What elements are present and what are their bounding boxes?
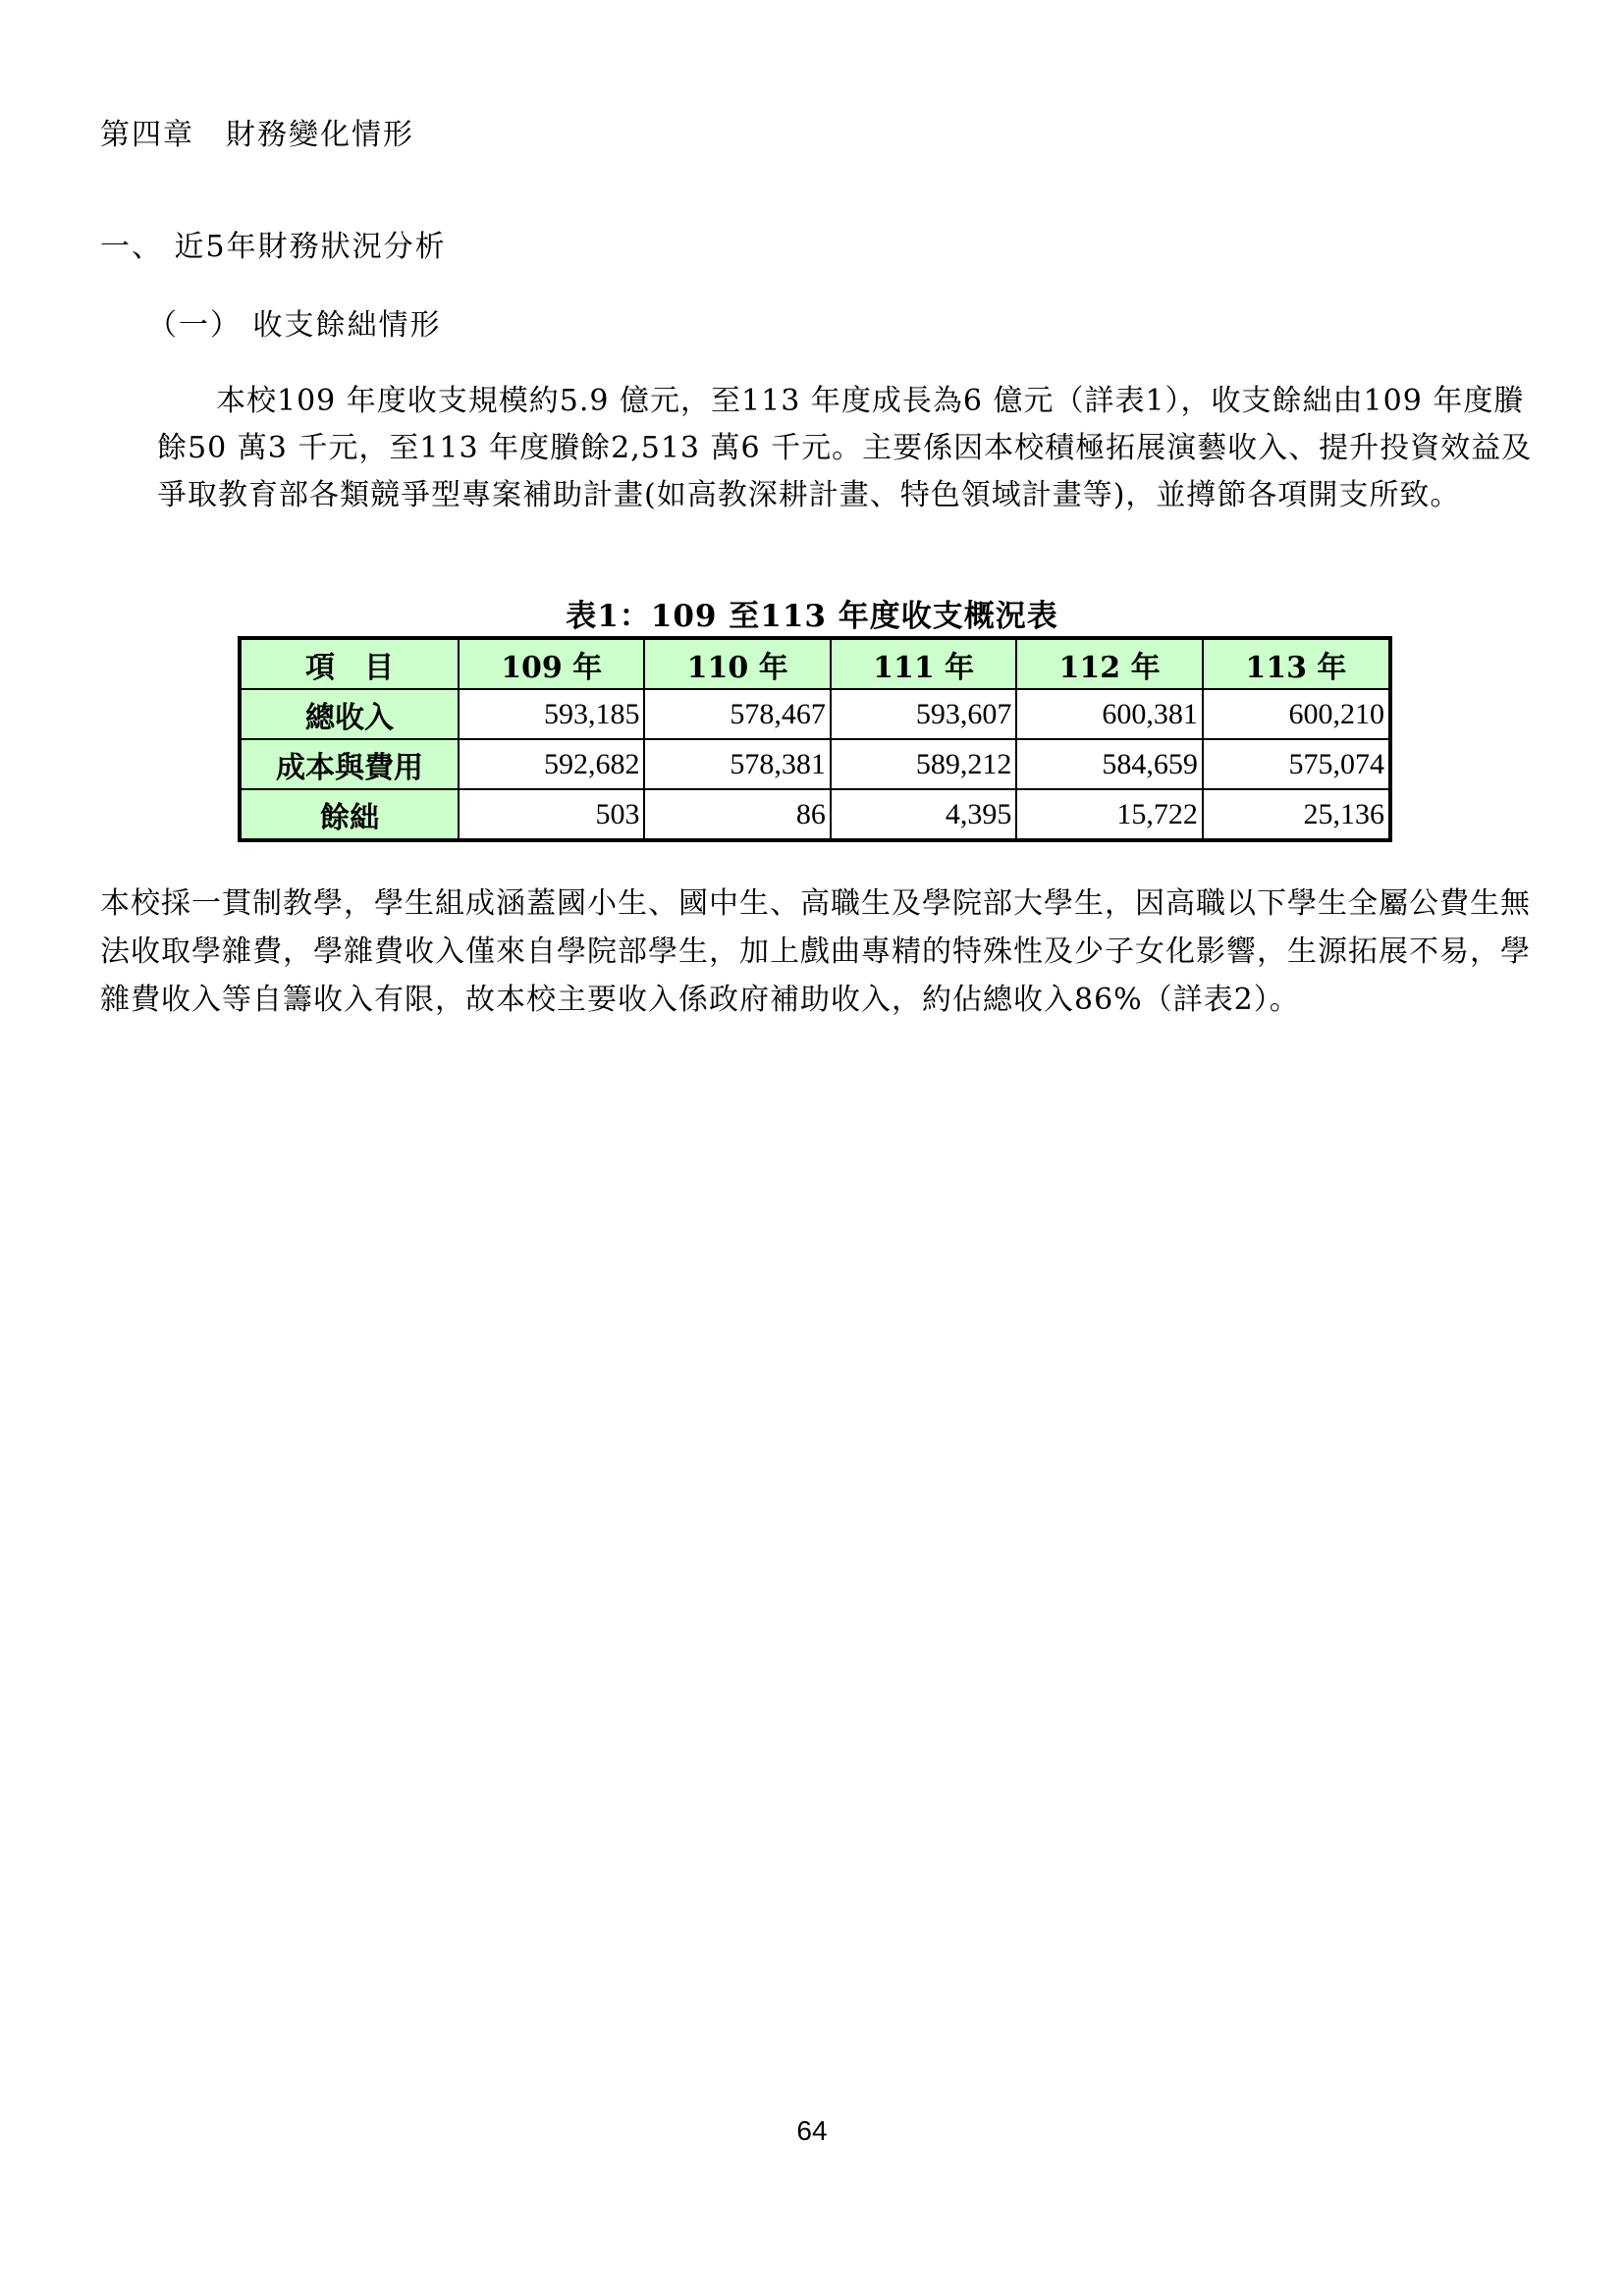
- table-cell: 600,381: [1016, 689, 1202, 739]
- table-caption: 表1：109 至113 年度收支概況表: [566, 599, 1058, 634]
- header-year-112: 112 年: [1016, 638, 1202, 689]
- table-row-cost-expense: [240, 739, 1390, 789]
- page-number: 64: [796, 2115, 828, 2146]
- header-year-111: 111 年: [831, 638, 1016, 689]
- table-cell: 578,381: [644, 739, 830, 789]
- table-cell: 15,722: [1016, 789, 1202, 840]
- section-heading: 一、 近5年財務狀況分析: [100, 230, 447, 264]
- subsection-heading: （一） 收支餘絀情形: [147, 308, 442, 343]
- table-cell: 584,659: [1016, 739, 1202, 789]
- table-header-row: [240, 638, 1390, 689]
- row-label: 總收入: [240, 689, 459, 739]
- header-item: 項 目: [240, 638, 459, 689]
- finance-table: [238, 636, 1392, 842]
- header-year-109: 109 年: [459, 638, 644, 689]
- paragraph-1: [157, 378, 1551, 519]
- table-cell: 600,210: [1203, 689, 1390, 739]
- table-row-total-revenue: [240, 689, 1390, 739]
- paragraph-1-text: 本校109 年度收支規模約5.9 億元，至113 年度成長為6 億元（詳表1），收支餘絀由109 年度賸餘50 萬3 千元，至113 年度賸餘2,513 萬6 千元。主要係因本校積極拓展演藝收入、提升投資效益及爭取教育部各類競爭型專案補助計畫(如高教深耕計畫、特色領域計畫等)，並撙節各項開支所致。: [157, 384, 1533, 512]
- table-cell: 592,682: [459, 739, 644, 789]
- table-row-surplus: [240, 789, 1390, 840]
- chapter-title: 第四章 財務變化情形: [100, 118, 414, 152]
- header-year-113: 113 年: [1203, 638, 1390, 689]
- table-cell: 593,185: [459, 689, 644, 739]
- paragraph-2: 本校採一貫制教學，學生組成涵蓋國小生、國中生、高職生及學院部大學生，因高職以下學生全屬公費生無法收取學雜費，學雜費收入僅來自學院部學生，加上戲曲專精的特殊性及少子女化影響，生源拓展不易，學雜費收入等自籌收入有限，故本校主要收入係政府補助收入，約佔總收入86%（詳表2）。: [100, 886, 1531, 1017]
- table-cell: 503: [459, 789, 644, 840]
- table-cell: 86: [644, 789, 830, 840]
- table-cell: 575,074: [1203, 739, 1390, 789]
- header-year-110: 110 年: [644, 638, 830, 689]
- table-cell: 589,212: [831, 739, 1016, 789]
- table-cell: 4,395: [831, 789, 1016, 840]
- row-label: 餘絀: [240, 789, 459, 840]
- table-cell: 25,136: [1203, 789, 1390, 840]
- row-label: 成本與費用: [240, 739, 459, 789]
- table-cell: 578,467: [644, 689, 830, 739]
- table-cell: 593,607: [831, 689, 1016, 739]
